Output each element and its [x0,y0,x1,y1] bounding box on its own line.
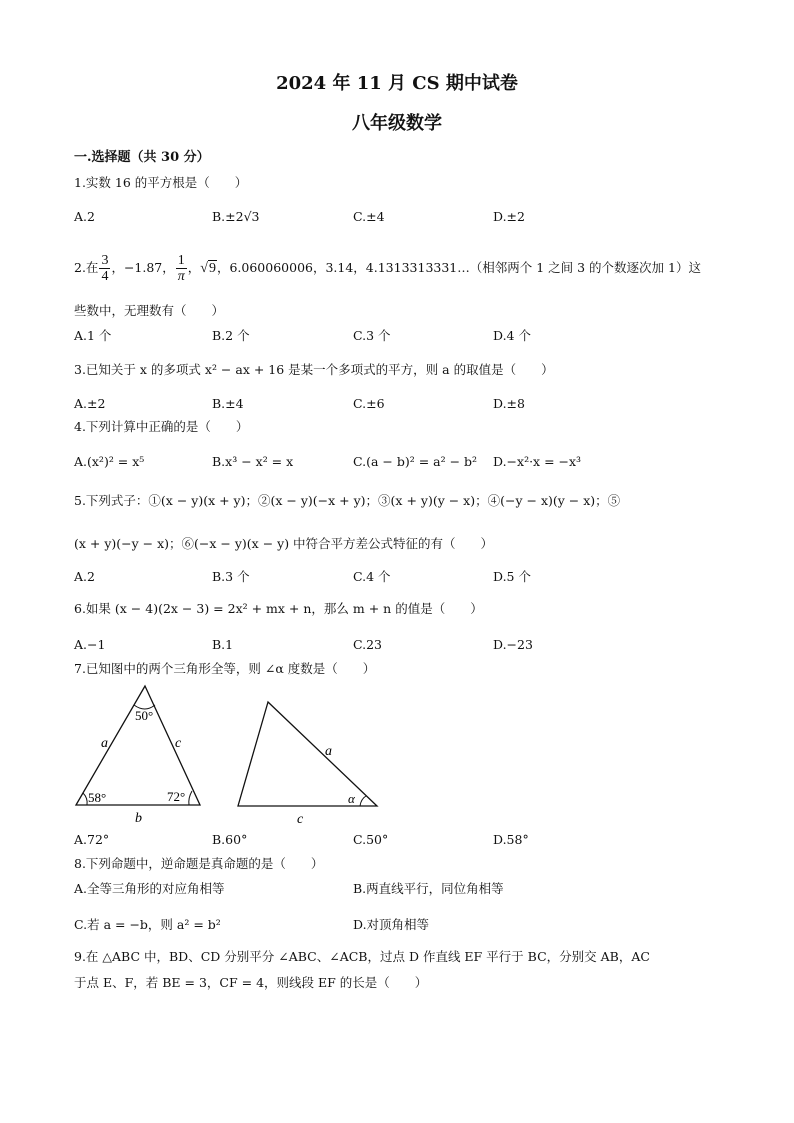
q2-sqrt-value: 9 [208,261,216,276]
triangle-1-right-angle: 72° [167,789,186,804]
q6-option-a: A.−1 [74,637,106,652]
q2-fraction-1 [99,253,110,284]
q2-sep: ， [187,260,201,275]
q8-option-b: B.两直线平行，同位角相等 [353,881,504,896]
q7-option-a: A.72° [74,832,110,847]
q1-option-c: C.±4 [353,209,385,224]
triangle-1-top-angle: 50° [135,708,154,723]
q7-triangles-figure [68,680,398,825]
q5-option-d: D.5 个 [493,569,531,584]
triangle-1-right-arc [189,791,192,805]
q7-option-b: B.60° [212,832,248,847]
q6-option-d: D.−23 [493,637,533,652]
q2-line2: 些数中，无理数有（ ） [74,303,225,318]
q2-frac2-den: π [177,269,185,284]
q9-line1: 9.在 △ABC 中，BD、CD 分别平分 ∠ABC、∠ACB，过点 D 作直线 EF 平行于 BC，分别交 AB，AC [74,949,650,964]
exam-title: 2024 年 11 月 CS 期中试卷 [276,73,518,94]
triangle-1 [76,686,200,805]
q6-stem: 6.如果 (x − 4)(2x − 3) = 2x² + mx + n，那么 m + n 的值是（ ） [74,601,483,616]
q6-option-c: C.23 [353,637,382,652]
q3-option-b: B.±4 [212,396,244,411]
triangle-2-alpha: α [348,791,355,806]
q5-option-a: A.2 [74,569,95,584]
q1-option-d: D.±2 [493,209,525,224]
q8-option-c: C.若 a = −b，则 a² = b² [74,917,221,932]
q2-sqrt: √9 [200,261,216,276]
triangle-1-side-b: b [135,811,142,825]
triangle-2 [238,702,377,806]
q7-stem: 7.已知图中的两个三角形全等，则 ∠α 度数是（ ） [74,661,376,676]
q5-line2: (x + y)(−y − x)；⑥(−x − y)(x − y) 中符合平方差公式特征的有（ ） [74,536,494,551]
q4-option-b: B.x³ − x² = x [212,454,294,469]
q3-option-c: C.±6 [353,396,385,411]
section-heading: 一.选择题（共 30 分） [74,150,210,165]
triangle-1-left-arc [83,793,87,805]
q8-option-d: D.对顶角相等 [353,917,430,932]
q3-option-a: A.±2 [74,396,106,411]
q2-negative: ，−1.87， [111,260,175,275]
q7-option-c: C.50° [353,832,389,847]
q2-fraction-2 [176,253,187,284]
exam-subtitle: 八年级数学 [352,113,442,134]
q5-line1: 5.下列式子：①(x − y)(x + y)；②(x − y)(−x + y)；③(x + y)(y − x)；④(−y − x)(y − x)；⑤ [74,493,621,508]
q1-option-b: B.±2√3 [212,209,260,224]
triangle-1-side-a: a [101,736,108,751]
q3-stem: 3.已知关于 x 的多项式 x² − ax + 16 是某一个多项式的平方，则 a 的取值是（ ） [74,362,554,377]
q2-rest: ，6.060060006，3.14，4.1313313331…（相邻两个 1 之间 3 的个数逐次加 1）这 [216,260,701,275]
triangle-2-side-a: a [325,744,332,759]
q2-option-a: A.1 个 [74,328,112,343]
q4-option-c: C.(a − b)² = a² − b² [353,454,478,469]
q2-stem [74,249,701,287]
q2-frac2-num: 1 [176,253,187,269]
q4-option-d: D.−x²·x = −x³ [493,454,582,469]
q5-option-c: C.4 个 [353,569,391,584]
q1-option-a: A.2 [74,209,95,224]
q9-line2: 于点 E、F，若 BE = 3，CF = 4，则线段 EF 的长是（ ） [74,975,428,990]
q2-option-b: B.2 个 [212,328,250,343]
triangle-1-side-c: c [175,736,182,751]
q8-stem: 8.下列命题中，逆命题是真命题的是（ ） [74,856,324,871]
q4-stem: 4.下列计算中正确的是（ ） [74,419,249,434]
q7-option-d: D.58° [493,832,529,847]
q5-option-b: B.3 个 [212,569,250,584]
q6-option-b: B.1 [212,637,234,652]
q2-frac1-den: 4 [101,269,109,284]
triangle-2-side-c: c [297,812,304,825]
triangle-2-angle-arc [360,796,366,806]
q3-option-d: D.±8 [493,396,525,411]
q2-prefix: 2.在 [74,260,99,275]
triangle-1-left-angle: 58° [88,790,107,805]
q2-option-c: C.3 个 [353,328,391,343]
q2-option-d: D.4 个 [493,328,531,343]
q2-frac1-num: 3 [101,253,109,268]
q8-option-a: A.全等三角形的对应角相等 [74,881,225,896]
q4-option-a: A.(x²)² = x⁵ [74,454,145,469]
q1-stem: 1.实数 16 的平方根是（ ） [74,175,248,190]
